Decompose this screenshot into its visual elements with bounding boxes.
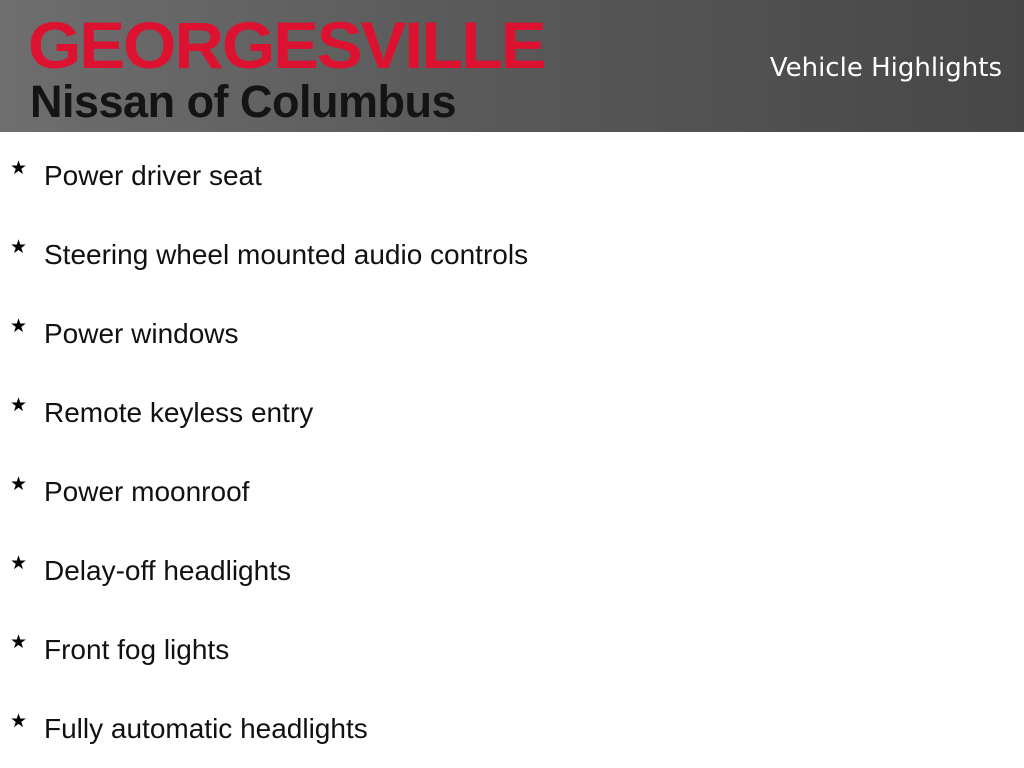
star-icon: ★ — [10, 710, 28, 732]
highlight-label: Power driver seat — [44, 160, 262, 191]
list-item — [0, 626, 1024, 666]
highlight-label: Power windows — [44, 318, 239, 349]
list-item — [0, 547, 1024, 587]
page-header — [0, 0, 1024, 132]
list-item — [0, 468, 1024, 508]
vehicle-highlights-list — [0, 132, 1024, 768]
star-icon: ★ — [10, 552, 28, 574]
list-item — [0, 231, 1024, 271]
logo-wordmark-nissan-of-columbus: Nissan of Columbus — [30, 76, 457, 127]
logo-wordmark-georgesville: GEORGESVILLE — [28, 8, 545, 82]
highlight-label: Power moonroof — [44, 476, 250, 507]
star-icon: ★ — [10, 473, 28, 495]
star-icon: ★ — [10, 236, 28, 258]
list-item — [0, 389, 1024, 429]
highlight-label: Fully automatic headlights — [44, 713, 368, 744]
star-icon: ★ — [10, 157, 28, 179]
highlight-label: Front fog lights — [44, 634, 230, 665]
list-item — [0, 705, 1024, 745]
page-title: Vehicle Highlights — [769, 53, 1002, 83]
star-icon: ★ — [10, 315, 28, 337]
star-icon: ★ — [10, 631, 28, 653]
dealer-logo[interactable] — [28, 8, 573, 127]
list-item — [0, 310, 1024, 350]
list-item — [0, 152, 1024, 192]
highlight-label: Steering wheel mounted audio controls — [44, 239, 529, 270]
highlight-label: Delay-off headlights — [44, 555, 291, 586]
star-icon: ★ — [10, 394, 28, 416]
highlight-label: Remote keyless entry — [44, 397, 314, 428]
